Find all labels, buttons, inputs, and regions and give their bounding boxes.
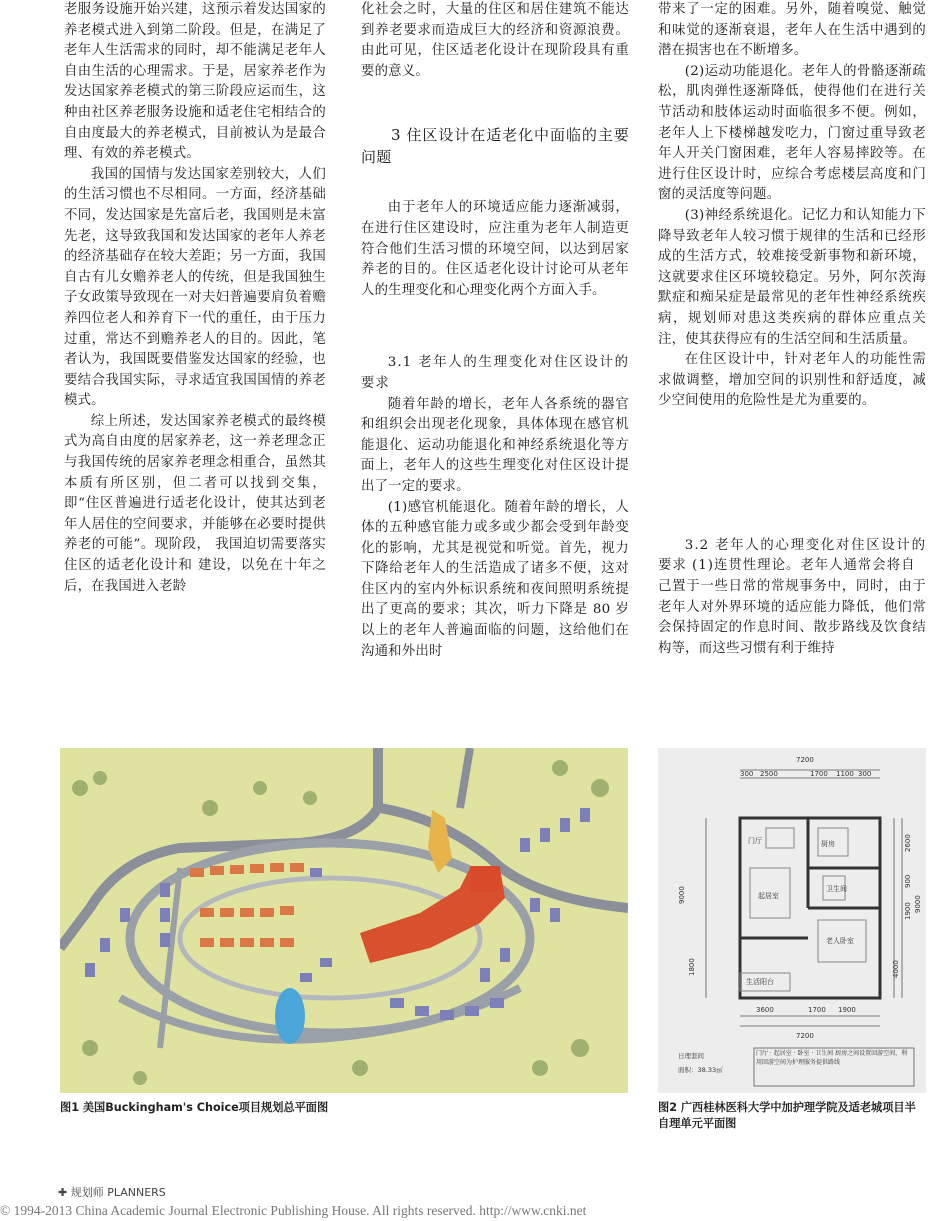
site-plan-figure — [60, 748, 628, 1093]
dim-right-total: 9000 — [914, 895, 922, 913]
dim-top-total: 7200 — [796, 756, 814, 764]
subsection-heading: 3.2 老年人的心理变化对住区设计的要求 (1)连贯性理论。老年人通常会将自 — [658, 537, 926, 574]
paragraph: 在住区设计中，针对老年人的功能性需求做调整，增加空间的识别性和舒适度，减少空间使用的危险性是尤为重要的。 — [658, 352, 926, 409]
column-3 — [658, 0, 926, 659]
subsection-heading: 3.1 老年人的生理变化对住区设计的要求 — [361, 355, 629, 391]
figure-2-caption: 图2 广西桂林医科大学中加护理学院及适老城项目半自理单元平面图 — [658, 1101, 916, 1130]
room-label-bath: 卫生间 — [826, 885, 847, 893]
paragraph: (1)感官机能退化。随着年龄的增长，人体的五种感官能力或多或少都会受到年龄变化的影响，尤其是视觉和听觉。首先，视力下降给老年人的生活造成了诸多不便，这对住区内的室内外标识系统和夜间照明系统提出了更高的要求；其次，听力下降是 80 岁以上的老年人普遍面临的问题，这给他们在沟通和外出时 — [361, 499, 629, 659]
site-plan-drawing — [60, 748, 628, 1093]
figure-1-caption: 图1 美国Buckingham's Choice项目规划总平面图 — [60, 1101, 329, 1114]
paragraph: 带来了一定的困难。另外，随着嗅觉、触觉和味觉的逐渐衰退，老年人在生活中遇到的潜在损害也在不断增多。 — [658, 2, 926, 59]
legend-title: 日理套间 — [678, 1052, 704, 1060]
dim-right-b: 900 — [904, 874, 912, 888]
dim-top-b: 2500 — [760, 770, 778, 778]
paragraph: (3)神经系统退化。记忆力和认知能力下降导致老年人较习惯于规律的生活和已经形成的生活方式，较难接受新事物和新环境，这就要求住区环境较稳定。另外，阿尔茨海默症和痴呆症是最常见的老年性神经系统疾病，规划师对患这类疾病的群体应重点关注，使其获得应有的生活空间和生活质量。 — [658, 207, 926, 347]
floor-plan-drawing — [658, 748, 926, 1093]
paragraph: 我国的国情与发达国家差别较大，人们的生活习惯也不尽相同。一方面，经济基础不同，发达国家是先富后老，我国则是未富先老，这导致我国和发达国家的老年人养老的经济基础存在较大差距；另一方面，我国自古有儿女赡养老人的传统，但是我国独生子女政策导致现在一对夫妇普遍要肩负着赡养四位老人和养育下一代的重任，由于压力过重，常达不到赡养老人的目的。因此，笔者认为，我国既要借鉴发达国家的经验，也要结合我国实际，寻求适宜我国国情的养老模式。 — [64, 166, 326, 409]
room-label-kitchen: 厨房 — [821, 840, 835, 848]
column-2 — [361, 0, 629, 662]
dim-bottom-c: 1900 — [838, 1006, 856, 1014]
room-label-door: 门厅 — [748, 837, 762, 845]
paragraph: 老服务设施开始兴建，这预示着发达国家的养老模式进入到第二阶段。但是，在满足了老年人生活需求的同时，却不能满足老年人自由生活的心理需求。于是，居家养老作为发达国家养老模式的第三阶段应运而生，这种由社区养老服务设施和适老住宅相结合的自由度最大的养老模式，目前被认为是最合理、有效的养老模式。 — [64, 2, 326, 162]
dim-top-e: 300 — [858, 770, 872, 778]
paragraph: 化社会之时，大量的住区和居住建筑不能达到养老要求而造成巨大的经济和资源浪费。由此可见，住区适老化设计在现阶段具有重要的意义。 — [361, 2, 629, 79]
dim-right-a: 2600 — [904, 834, 912, 852]
dim-top-a: 300 — [740, 770, 754, 778]
plus-icon: ✚ — [58, 1186, 68, 1199]
dim-bottom-b: 1700 — [808, 1006, 826, 1014]
dim-bottom-a: 3600 — [756, 1006, 774, 1014]
room-label-balcony: 生活阳台 — [746, 978, 774, 986]
dim-bottom-total: 7200 — [796, 1032, 814, 1040]
dim-left-a: 1800 — [688, 958, 696, 976]
column-1 — [64, 0, 326, 597]
paragraph: 综上所述，发达国家养老模式的最终模式为高自由度的居家养老，这一养老理念正与我国传统的居家养老理念相重合，虽然其本质有所区别，但二者可以找到交集，即“住区普遍进行适老化设计，使其达到老年人居住的空间要求，并能够在必要时提供养老的可能”。现阶段， 我国迫切需要落实住区的适老化设计和 建设，以免在十年之后，在我国进入老龄 — [64, 413, 326, 594]
paragraph: (2)运动功能退化。老年人的骨骼逐渐疏松，肌肉弹性逐渐降低，使得他们在进行关节活动和肢体运动时面临很多不便。例如，老年人上下楼梯越发吃力，门窗过重导致老年人开关门窗困难，老年人容易摔跤等。在进行住区设计时，应综合考虑楼层高度和门窗的灵活度等问题。 — [658, 63, 926, 203]
copyright-notice: © 1994-2013 China Academic Journal Electronic Publishing House. All rights reserved. http://www.cnki.net — [0, 1203, 587, 1218]
journal-logo — [58, 1184, 166, 1200]
legend-area: 面积：38.33㎡ — [678, 1066, 723, 1074]
floor-plan-figure — [658, 748, 926, 1093]
legend-box-text: 门厅 · 起居室 · 卧室 · 卫生间 厨房之间设置回游空间，利用回游空间为护理服务提供路线 — [756, 1050, 908, 1066]
dim-top-c: 1700 — [810, 770, 828, 778]
section-heading: 3 住区设计在适老化中面临的主要问题 — [361, 126, 629, 167]
room-label-bedroom: 老人卧室 — [826, 937, 854, 945]
room-label-living: 起居室 — [758, 892, 779, 900]
dim-right-d: 4000 — [892, 960, 900, 978]
paragraph: 己置于一些日常的常规事务中，同时，由于老年人对外界环境的适应能力降低，他们常会保持固定的作息时间、散步路线及饮食结构等，而这些习惯有利于维持 — [658, 579, 926, 656]
journal-logo-text: 规划师 PLANNERS — [70, 1186, 166, 1199]
dim-right-c: 1900 — [904, 902, 912, 920]
paragraph: 由于老年人的环境适应能力逐渐减弱，在进行住区建设时，应注重为老年人制造更符合他们生活习惯的环境空间，以达到居家养老的目的。住区适老化设计讨论可从老年人的生理变化和心理变化两个方面入手。 — [361, 200, 629, 298]
dim-top-d: 1100 — [836, 770, 854, 778]
dim-left-total: 9000 — [678, 886, 686, 904]
paragraph: 随着年龄的增长，老年人各系统的器官和组织会出现老化现象，具体体现在感官机能退化、运动功能退化和神经系统退化等方面上，老年人的这些生理变化对住区设计提出了一定的要求。 — [361, 396, 629, 494]
